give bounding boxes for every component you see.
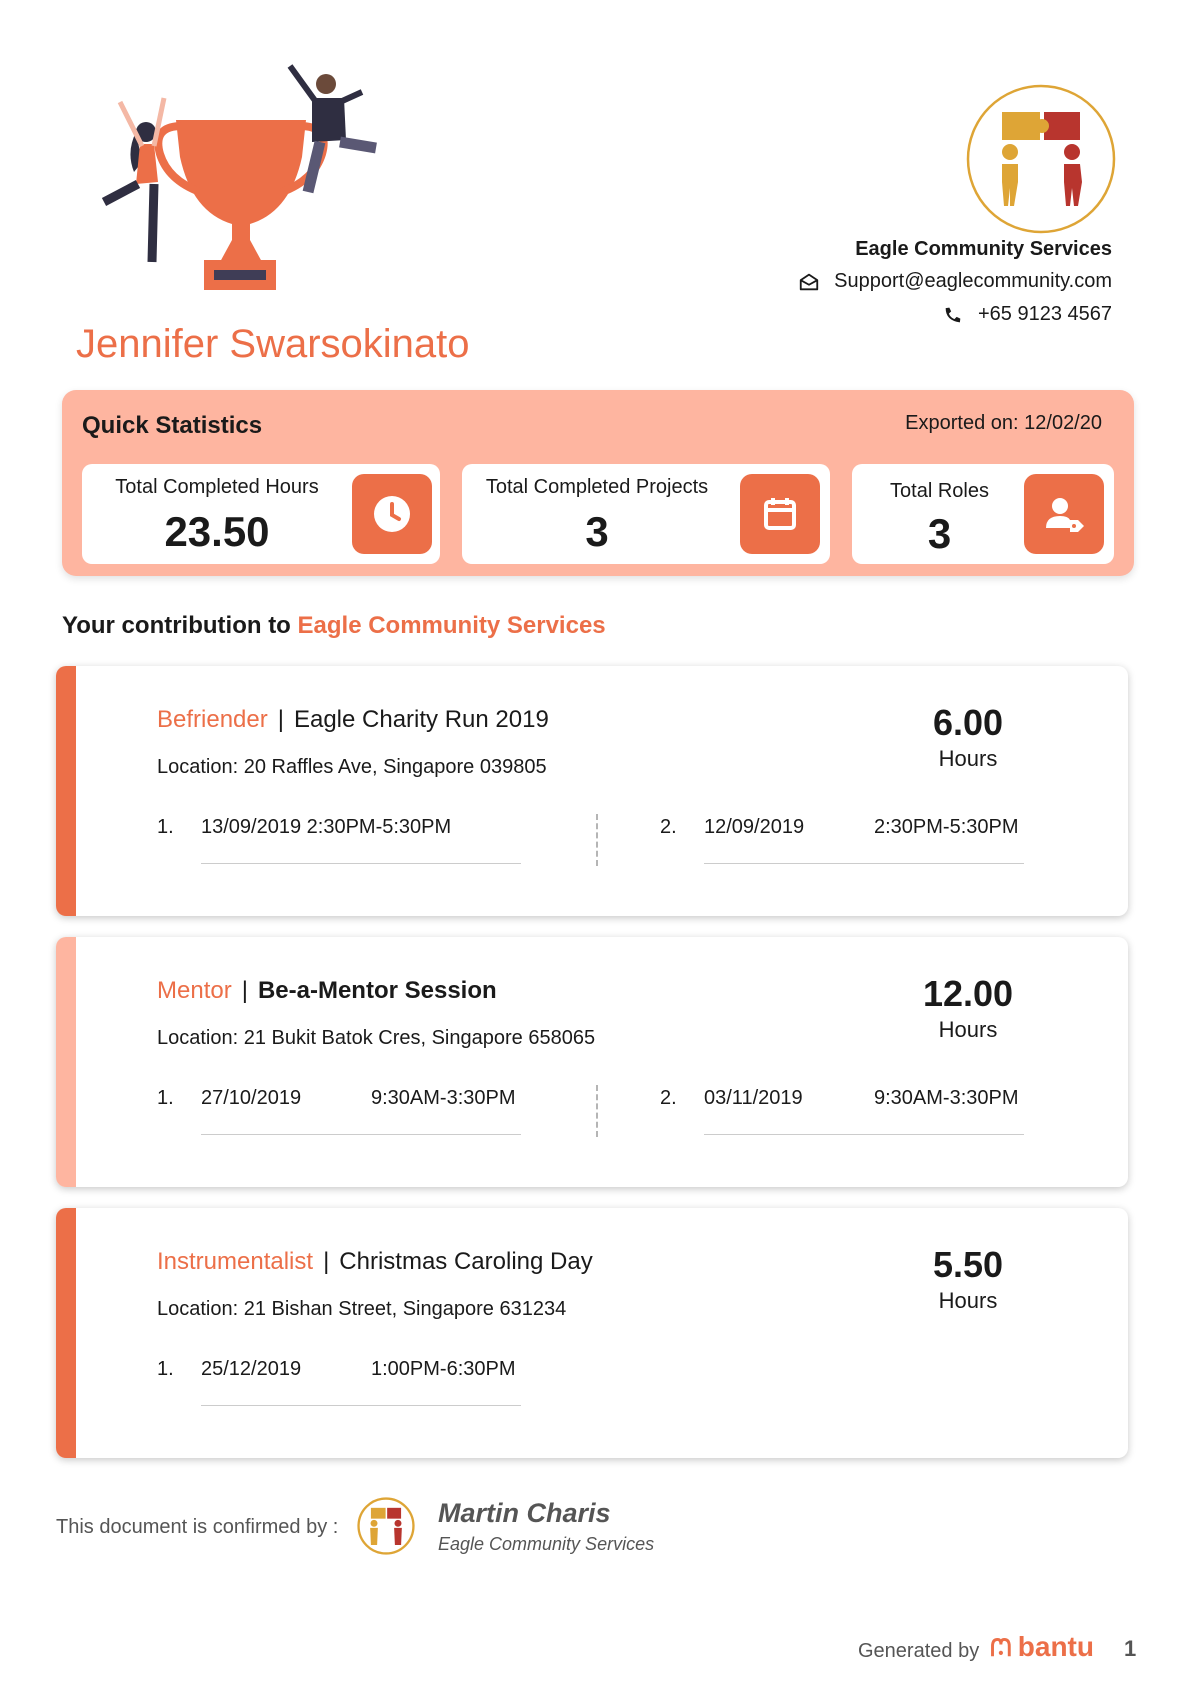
project-name: Eagle Charity Run 2019 <box>293 706 549 733</box>
slot-underline <box>201 863 521 864</box>
stat-card-hours <box>82 464 440 564</box>
stat-value: 3 <box>585 508 609 555</box>
confirmation-text: This document is confirmed by : <box>56 1516 339 1538</box>
project-location: Location: 20 Raffles Ave, Singapore 039805 <box>157 756 547 778</box>
volunteer-name: Jennifer Swarsokinato <box>76 322 470 366</box>
project-hours <box>908 702 1028 772</box>
project-title <box>157 977 497 1005</box>
signer-organization: Eagle Community Services <box>438 1534 655 1554</box>
project-accent-bar <box>56 1208 76 1458</box>
title-separator: | <box>241 977 248 1004</box>
stat-label: Total Completed Projects <box>485 476 709 498</box>
project-accent-bar <box>56 666 76 916</box>
slot-time: 1:00PM-6:30PM <box>371 1358 516 1380</box>
slot-time: 9:30AM-3:30PM <box>371 1087 516 1109</box>
slot-date: 03/11/2019 <box>704 1087 803 1109</box>
project-title <box>157 1248 593 1276</box>
user-tag-icon <box>1024 474 1104 554</box>
hours-value: 12.00 <box>922 973 1014 1014</box>
title-separator: | <box>323 1248 330 1275</box>
clock-icon <box>352 474 432 554</box>
slot-date: 25/12/2019 <box>201 1358 302 1380</box>
organization-name: Eagle Community Services <box>855 238 1112 260</box>
project-location: Location: 21 Bishan Street, Singapore 631234 <box>157 1298 567 1320</box>
stat-value: 23.50 <box>164 508 270 555</box>
slot-number: 1. <box>157 1358 174 1380</box>
generated-by-label: Generated by <box>858 1640 980 1662</box>
hours-unit: Hours <box>938 1288 998 1313</box>
page-number: 1 <box>1124 1636 1137 1661</box>
project-hours <box>908 1244 1028 1314</box>
project-role: Befriender <box>157 706 268 733</box>
signer-name: Martin Charis <box>438 1498 611 1528</box>
organization-logo-small <box>357 1497 415 1555</box>
stat-card-roles <box>852 464 1114 564</box>
slot-number: 2. <box>660 1087 677 1109</box>
project-title <box>157 706 549 734</box>
project-hours <box>908 973 1028 1043</box>
slot-divider <box>596 814 598 866</box>
slot-time: 2:30PM-5:30PM <box>874 816 1019 838</box>
slot-date: 27/10/2019 <box>201 1087 302 1109</box>
slot-underline <box>201 1405 521 1406</box>
contact-email-text: Support@eaglecommunity.com <box>834 270 1112 292</box>
contribution-heading-prefix: Your contribution to <box>62 612 291 639</box>
bantu-mark-icon <box>990 1634 1012 1660</box>
stat-card-projects <box>462 464 830 564</box>
slot-date: 12/09/2019 <box>704 816 805 838</box>
hours-value: 5.50 <box>932 1244 1004 1285</box>
project-accent-bar <box>56 937 76 1187</box>
hours-unit: Hours <box>938 746 998 771</box>
project-card <box>56 1208 1128 1458</box>
calendar-icon <box>740 474 820 554</box>
contact-email[interactable] <box>798 270 1112 293</box>
contact-phone-text: +65 9123 4567 <box>977 303 1112 325</box>
project-card <box>56 937 1128 1187</box>
slot-underline <box>201 1134 521 1135</box>
project-role: Mentor <box>157 977 232 1004</box>
title-separator: | <box>277 706 284 733</box>
project-name: Christmas Caroling Day <box>339 1248 593 1275</box>
envelope-icon <box>798 271 820 293</box>
project-role: Instrumentalist <box>157 1248 314 1275</box>
trophy-celebration-illustration <box>90 62 420 292</box>
stats-title: Quick Statistics <box>82 412 263 439</box>
contact-phone[interactable] <box>942 303 1112 326</box>
hours-unit: Hours <box>938 1017 998 1042</box>
slot-time: 9:30AM-3:30PM <box>874 1087 1019 1109</box>
slot-number: 2. <box>660 816 677 838</box>
slot-date: 13/09/2019 2:30PM-5:30PM <box>201 816 452 838</box>
export-date: Exported on: 12/02/20 <box>905 412 1102 434</box>
project-location: Location: 21 Bukit Batok Cres, Singapore 658065 <box>157 1027 596 1049</box>
stat-value: 3 <box>927 510 952 557</box>
slot-underline <box>704 863 1024 864</box>
quick-statistics-panel <box>62 390 1134 576</box>
slot-divider <box>596 1085 598 1137</box>
slot-number: 1. <box>157 816 174 838</box>
organization-logo <box>966 84 1116 234</box>
project-name: Be-a-Mentor Session <box>257 977 497 1004</box>
slot-number: 1. <box>157 1087 174 1109</box>
hours-value: 6.00 <box>932 702 1004 743</box>
phone-icon <box>942 304 964 326</box>
contribution-heading <box>62 612 606 640</box>
stat-label: Total Roles <box>890 480 989 502</box>
bantu-wordmark: bantu <box>1017 1631 1094 1662</box>
bantu-logo[interactable] <box>990 1630 1094 1664</box>
project-card <box>56 666 1128 916</box>
slot-underline <box>704 1134 1024 1135</box>
stat-label: Total Completed Hours <box>115 476 319 498</box>
contribution-heading-org: Eagle Community Services <box>297 612 606 639</box>
